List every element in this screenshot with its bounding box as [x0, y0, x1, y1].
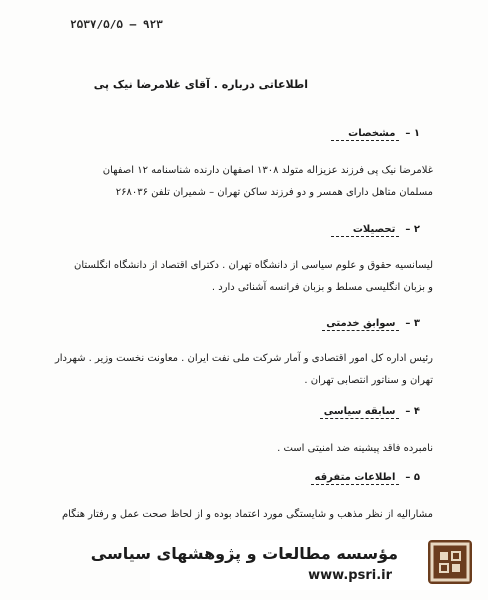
- section-5-number: ۵ –: [405, 472, 420, 483]
- section-2-heading: [331, 224, 420, 237]
- section-4-number: ۴ –: [405, 406, 420, 417]
- section-1-body: [43, 160, 433, 204]
- section-5-body: [43, 504, 433, 526]
- section-1-line-2: مسلمان متاهل دارای همسر و دو فرزند ساکن تهران – شمیران تلفن ۲۶۸۰۳۶: [115, 187, 433, 198]
- section-2-line-2: و بزبان انگلیسی مسلط و بزبان فرانسه آشنائی دارد .: [211, 282, 433, 293]
- section-3-heading: [322, 318, 420, 331]
- section-3-line-1: رئیس اداره کل امور اقتصادی و آمار شرکت ملی نفت ایران . معاونت نخست وزیر . شهردار: [54, 353, 433, 364]
- institute-name: مؤسسه مطالعات و پژوهشهای سیاسی: [90, 544, 398, 563]
- section-4-body: [43, 438, 433, 460]
- document-title: اطلاعاتی درباره . آقای غلامرضا نیک پی: [93, 78, 308, 91]
- section-2-number: ۲ –: [405, 224, 420, 235]
- section-3-label: سوابق خدمتی: [322, 318, 399, 331]
- section-1-label: مشخصات: [331, 128, 399, 141]
- section-2-line-1: لیسانسیه حقوق و علوم سیاسی از دانشگاه تهران . دکترای اقتصاد از دانشگاه انگلستان: [74, 260, 433, 271]
- section-5-line-1: مشارالیه از نظر مذهب و شایستگی مورد اعتماد بوده و از لحاظ صحت عمل و رفتار هنگام: [61, 509, 433, 520]
- section-2-label: تحصیلات: [331, 224, 399, 237]
- section-3-body: [43, 348, 433, 392]
- section-3-number: ۳ –: [405, 318, 420, 329]
- section-4-line-1: نامبرده فاقد پیشینه ضد امنیتی است .: [277, 443, 433, 454]
- section-3-line-2: تهران و سناتور انتصابی تهران .: [304, 375, 433, 386]
- section-5-label: اطلاعات متفرقه: [311, 472, 400, 485]
- section-2-body: [43, 255, 433, 299]
- section-4-heading: [320, 406, 420, 419]
- institute-logo-icon: [428, 540, 472, 584]
- section-4-label: سابقه سیاسی: [320, 406, 400, 419]
- section-5-heading: [311, 472, 420, 485]
- reference-number: ۲۵۳۷/۵/۵ – ۹۲۳: [70, 18, 163, 31]
- institute-url: www.psri.ir: [308, 568, 392, 583]
- section-1-number: ۱ –: [405, 128, 420, 139]
- logo-pattern-icon: [428, 540, 472, 584]
- section-1-line-1: غلامرضا نیک پی فرزند عزیزاله متولد ۱۳۰۸ اصفهان دارنده شناسنامه ۱۲ اصفهان: [102, 165, 433, 176]
- section-1-heading: [331, 128, 420, 141]
